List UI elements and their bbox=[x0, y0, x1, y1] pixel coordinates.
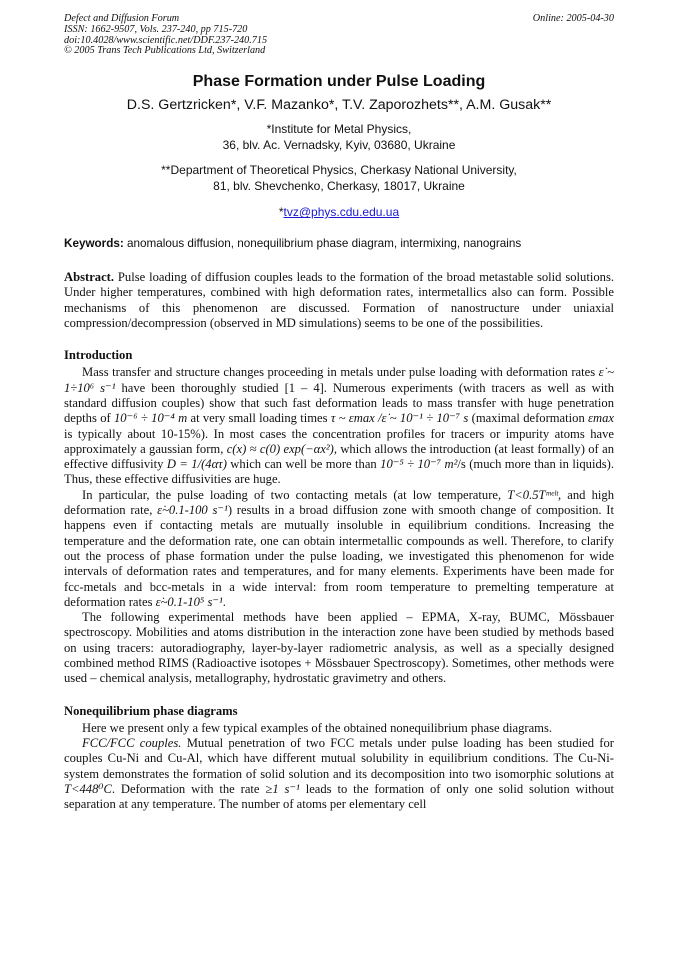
email-marker: * bbox=[278, 205, 284, 220]
text-run: have been thoroughly studied [1 – 4]. Numerous experiments (with tracers as well as with standard diffusion couples) show that such fast deformation leads to mass transfer with huge penetration depths of bbox=[64, 380, 614, 426]
text-run: . Deformation with the rate bbox=[111, 781, 266, 796]
equation-rate-range-2: ε̇~0.1-10⁵ s⁻¹ bbox=[155, 594, 223, 609]
text-run: Mass transfer and structure changes proceeding in metals under pulse loading with deformation rates bbox=[82, 365, 599, 380]
abstract-text: Pulse loading of diffusion couples leads to the formation of the broad metastable solid solutions. Under higher temperatures, combined with high deformation rates, intermetallics also can form. Possible mechanisms of this phenomenon are discussed. Formation of nanostructure under uniaxial compression/decompression (observed in MD simulations) seems to be one of the possibilities. bbox=[64, 270, 614, 331]
contact-email bbox=[64, 205, 614, 219]
affiliation-1-name: *Institute for Metal Physics, bbox=[266, 122, 412, 137]
text-run: which can well be more than bbox=[226, 457, 381, 472]
author-list: D.S. Gertzricken*, V.F. Mazanko*, T.V. Zaporozhets**, A.M. Gusak** bbox=[126, 97, 552, 114]
online-date: Online: 2005-04-30 bbox=[532, 13, 614, 24]
paper-page bbox=[64, 14, 614, 812]
equation-diffusivity-value: 10⁻⁵ ÷ 10⁻⁷ m² bbox=[380, 457, 458, 472]
noneq-paragraph-1: Here we present only a few typical examples of the obtained nonequilibrium phase diagrams. bbox=[82, 720, 553, 735]
equation-rate: ε̇ ~ 1÷10⁶ s⁻¹ bbox=[64, 365, 614, 395]
journal-header bbox=[64, 14, 614, 57]
keywords bbox=[64, 237, 614, 250]
paper-title: Phase Formation under Pulse Loading bbox=[192, 73, 486, 91]
text-run: at very small loading times bbox=[187, 411, 331, 426]
text-run: , and high deformation rate, bbox=[64, 487, 614, 518]
section-heading-introduction: Introduction bbox=[64, 348, 133, 363]
equation-rate-threshold: ≥1 s⁻¹ bbox=[265, 781, 300, 796]
text-run: In particular, the pulse loading of two contacting metals (at low temperature, bbox=[82, 487, 508, 502]
equation-diffusivity: D = 1/(4ατ) bbox=[166, 457, 227, 472]
text-run: leads to the formation of only one solid solution without separation at any temperature. The number of atoms per elementary cell bbox=[64, 781, 614, 812]
equation-rate-range: ε̇~0.1-100 s⁻¹ bbox=[157, 503, 228, 518]
noneq-paragraph-2 bbox=[64, 736, 614, 812]
email-link[interactable]: tvz@phys.cdu.edu.ua bbox=[283, 205, 400, 220]
affiliation-2-name: **Department of Theoretical Physics, Cherkasy National University, bbox=[161, 163, 517, 178]
text-run: , which allows the introduction (at least formally) of an effective diffusivity bbox=[64, 441, 614, 472]
equation-time: τ ~ εmax /ε̇ ~ 10⁻¹ ÷ 10⁻⁷ s bbox=[330, 411, 469, 426]
equation-temperature-2: T<448⁰C bbox=[64, 781, 112, 796]
affiliation-2 bbox=[64, 163, 614, 194]
section-heading-nonequilibrium: Nonequilibrium phase diagrams bbox=[64, 703, 238, 718]
keywords-text: anomalous diffusion, nonequilibrium phase diagram, intermixing, nanograins bbox=[123, 237, 522, 251]
fcc-couples-lead: FCC/FCC couples. bbox=[82, 735, 182, 750]
affiliation-1 bbox=[64, 122, 614, 153]
equation-temperature: T<0.5Tᵐᵉˡᵗ bbox=[507, 487, 558, 502]
text-run: (maximal deformation bbox=[468, 411, 589, 426]
keywords-label: Keywords: bbox=[64, 237, 124, 251]
equation-gaussian: c(x) ≈ c(0) exp(−αx²) bbox=[226, 441, 334, 456]
text-run: /s (much more than in liquids). Thus, these effective diffusivities are huge. bbox=[64, 457, 614, 487]
copyright-line: © 2005 Trans Tech Publications Ltd, Switzerland bbox=[64, 45, 266, 57]
text-run: is typically about 10-15%). In most cases the concentration profiles for tracers or impurity atoms have approximately a gaussian form, bbox=[64, 426, 614, 456]
issn-line: ISSN: 1662-9507, Vols. 237-240, pp 715-720 bbox=[64, 23, 248, 35]
text-run: . bbox=[222, 594, 226, 609]
affiliation-1-address: 36, blv. Ac. Vernadsky, Kyiv, 03680, Ukraine bbox=[222, 137, 456, 152]
affiliation-2-address: 81, blv. Shevchenko, Cherkasy, 18017, Ukraine bbox=[213, 178, 465, 193]
text-run: Mutual penetration of two FCC metals under pulse loading has been studied for couples Cu-Ni and Cu-Al, which have different mutual solubility in equilibrium conditions. The Cu-Ni-system demonstrates the formation of solid solution and its decomposition into two isomorphic solutions at bbox=[64, 735, 614, 781]
journal-name: Defect and Diffusion Forum bbox=[64, 13, 180, 24]
abstract-label: Abstract. bbox=[64, 270, 115, 285]
intro-paragraph-3: The following experimental methods have been applied – EPMA, X-ray, BUMC, Mössbauer spectroscopy. Mobilities and atoms distribution in the interaction zone have been studied by methods based on using tracers: autoradiography, layer-by-layer radiometric analysis, as well as a specially designed combined method RIMS (Radioactive isotopes + Mössbauer Spectroscopy). Sometimes, other methods were used – chemical analysis, metallography, hydrostatic gravimetry and others. bbox=[64, 610, 614, 686]
intro-paragraph-2 bbox=[64, 488, 614, 610]
doi-line: doi:10.4028/www.scientific.net/DDF.237-240.715 bbox=[64, 34, 268, 46]
abstract bbox=[64, 270, 614, 331]
equation-emax: εmax bbox=[588, 411, 614, 426]
equation-depth: 10⁻⁶ ÷ 10⁻⁴ m bbox=[114, 411, 188, 426]
text-run: ) results in a broad diffusion zone with smooth change of composition. It happens even if contacting metals are mutually insoluble in equilibrium conditions. Increasing the temperature and the deformation rate, one can obtain intermetallic compounds as well. Therefore, to clarify out the process of phase formation under the pulse loading, we investigated this phenomenon for wide intervals of deformation rates and temperatures, and for many elements. Experiments have been made for fcc-metals and bcc-metals in a wide interval: from room temperature to premelting temperature at deformation rates bbox=[64, 503, 614, 609]
intro-paragraph-1 bbox=[64, 365, 614, 487]
